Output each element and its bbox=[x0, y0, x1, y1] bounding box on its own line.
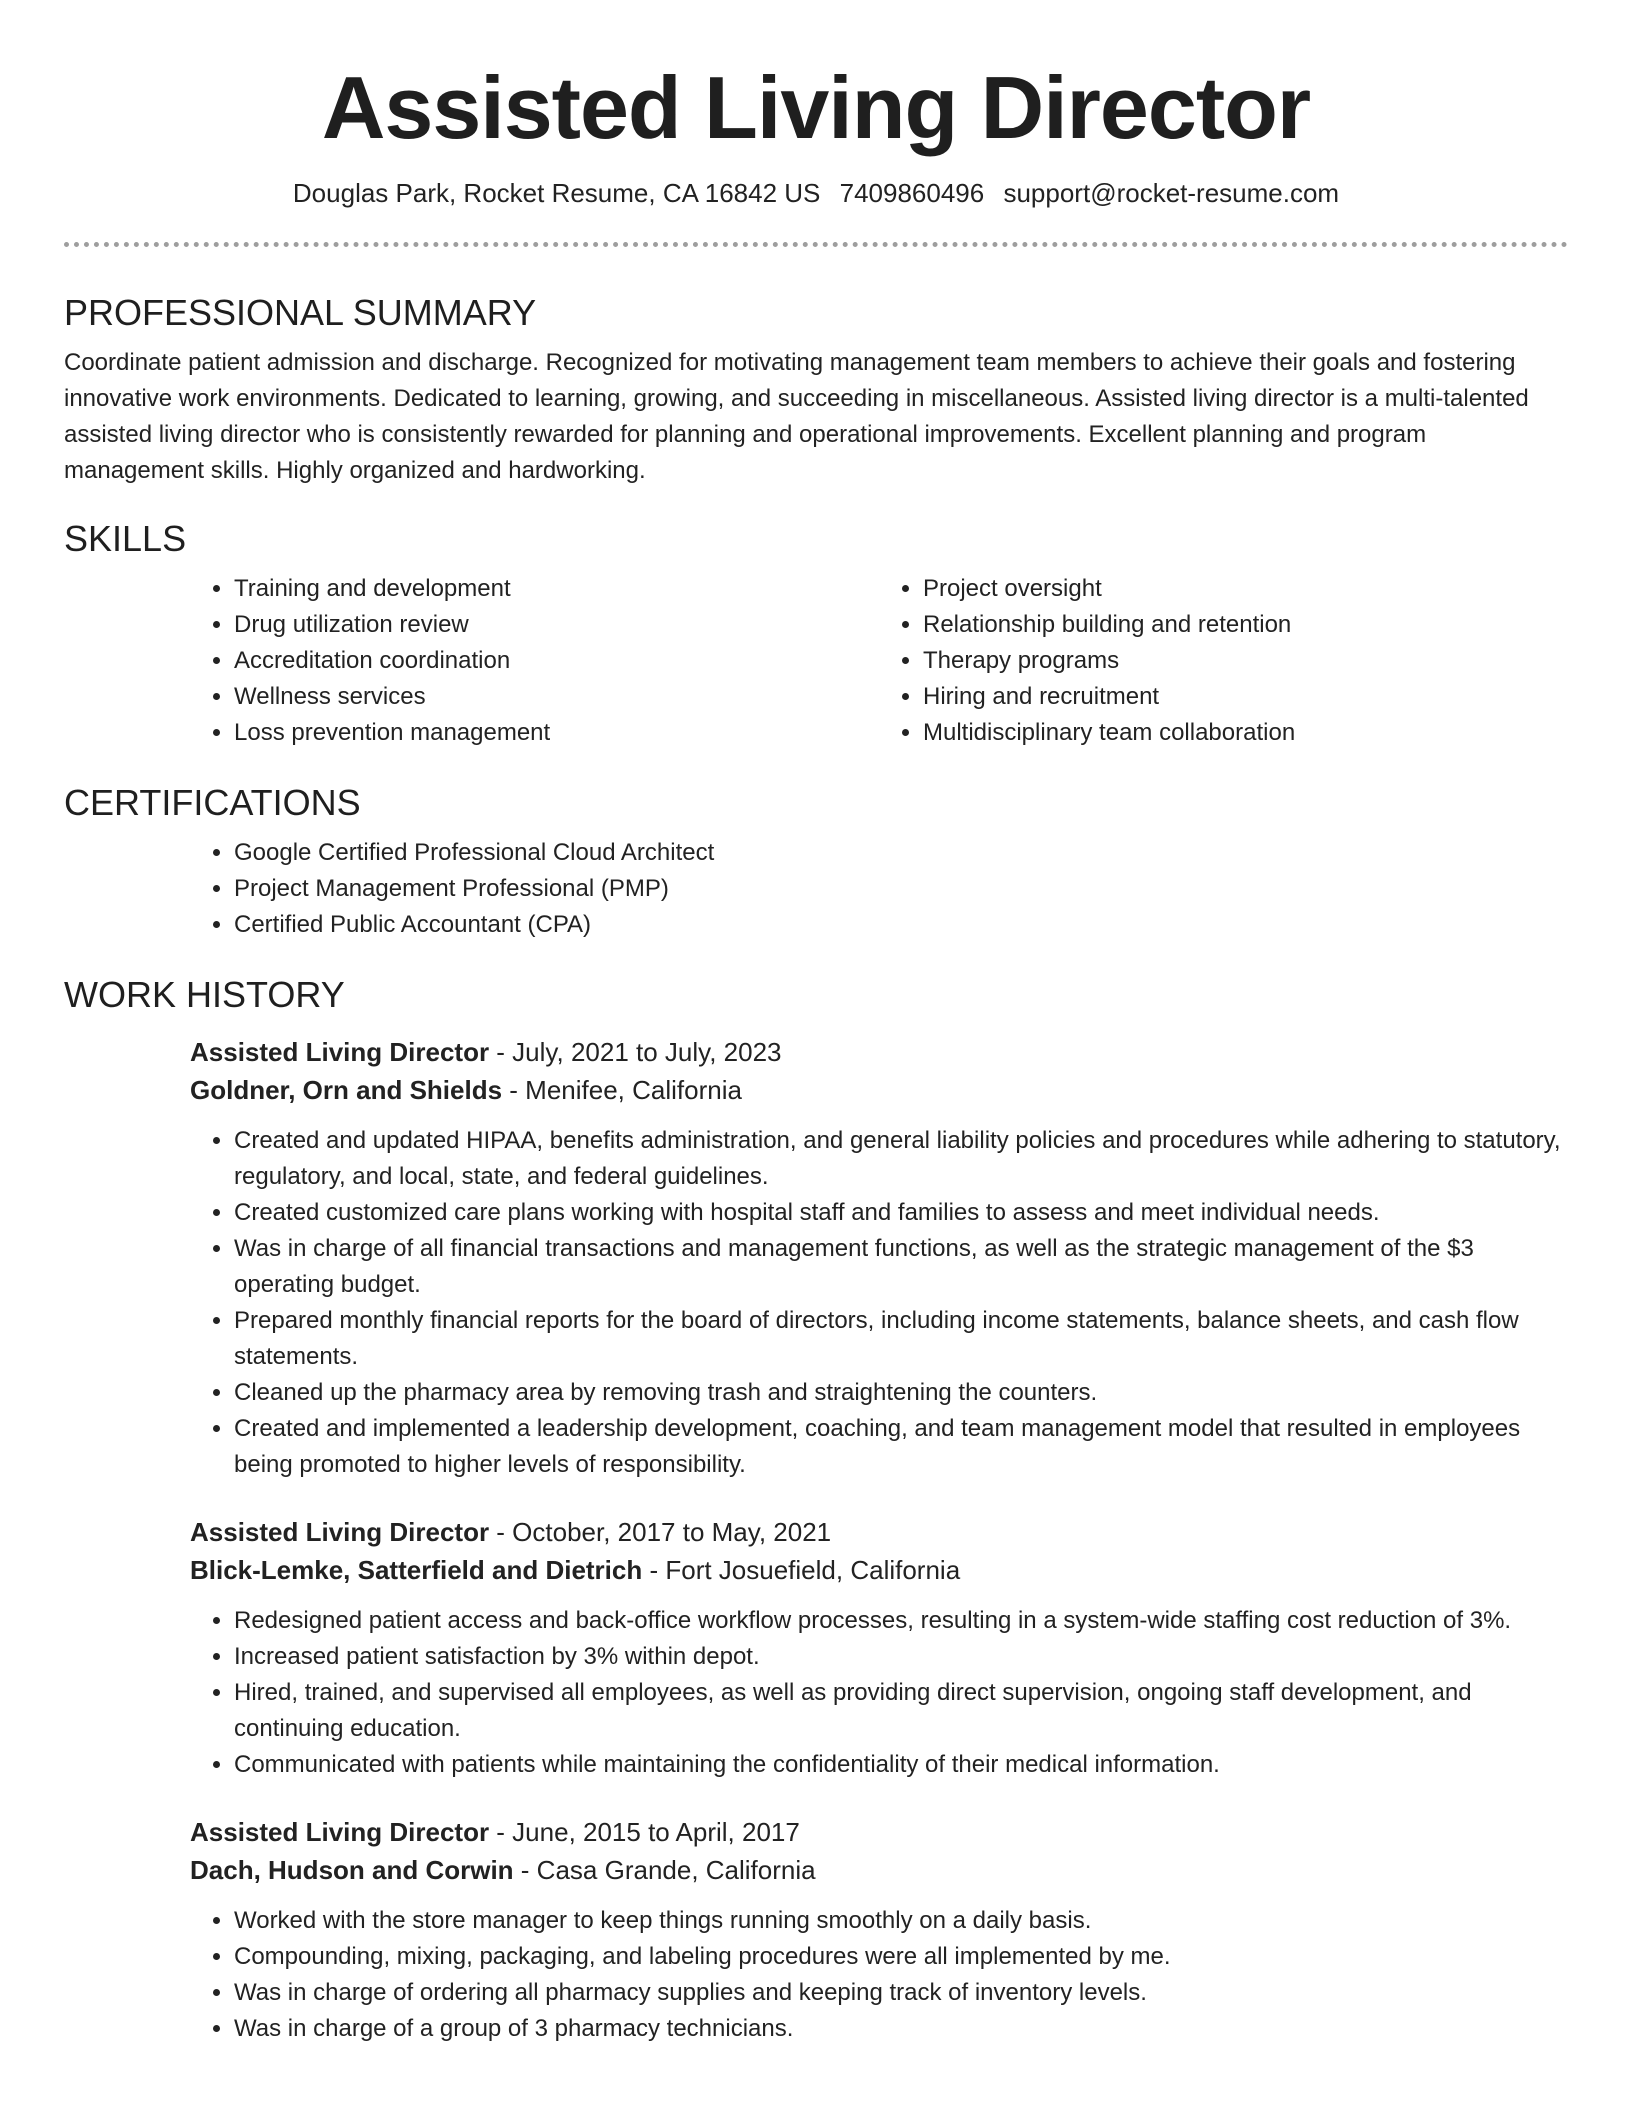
summary-text: Coordinate patient admission and discharge. Recognized for motivating management team members to achieve their goals and fostering innovative work environments. Dedicated to learning, growing, and succeeding in miscellaneous. Assisted living director is a multi-talented assisted living director who is consistently rewarded for planning and operational improvements. Excellent planning and program management skills. Highly organized and hardworking. bbox=[64, 349, 1529, 484]
job-bullet: • Increased patient satisfaction by 3% within depot. bbox=[234, 1639, 1568, 1675]
job-role: Assisted Living Director bbox=[190, 1037, 490, 1067]
skill-item: • Accreditation coordination bbox=[234, 643, 879, 679]
job-bullet: • Cleaned up the pharmacy area by removing trash and straightening the counters. bbox=[234, 1375, 1568, 1411]
work-history-title: WORK HISTORY bbox=[64, 974, 345, 1015]
job-bullet: • Compounding, mixing, packaging, and labeling procedures were all implemented by me. bbox=[234, 1939, 1568, 1975]
job-title-line bbox=[190, 1813, 1568, 1851]
skill-item: • Relationship building and retention bbox=[923, 607, 1568, 643]
job-bullet: • Created customized care plans working with hospital staff and families to assess and meet individual needs. bbox=[234, 1195, 1568, 1231]
job-entry bbox=[190, 1813, 1568, 2047]
job-location: - Casa Grande, California bbox=[513, 1855, 816, 1885]
job-dates: - June, 2015 to April, 2017 bbox=[489, 1817, 800, 1847]
job-bullets bbox=[190, 1603, 1568, 1783]
job-bullet: • Worked with the store manager to keep things running smoothly on a daily basis. bbox=[234, 1903, 1568, 1939]
contact-email: support@rocket-resume.com bbox=[1003, 178, 1340, 208]
skill-item: • Loss prevention management bbox=[234, 715, 879, 751]
job-bullets bbox=[190, 1123, 1568, 1483]
resume-name: Assisted Living Director bbox=[321, 58, 1311, 157]
job-bullet: • Was in charge of all financial transactions and management functions, as well as the strategic management of the $3 operating budget. bbox=[234, 1231, 1568, 1303]
job-bullet: • Created and updated HIPAA, benefits administration, and general liability policies and procedures while adhering to statutory, regulatory, and local, state, and federal guidelines. bbox=[234, 1123, 1568, 1195]
job-role: Assisted Living Director bbox=[190, 1517, 490, 1547]
job-entry bbox=[190, 1033, 1568, 1483]
contact-line bbox=[64, 176, 1568, 210]
skill-item: • Drug utilization review bbox=[234, 607, 879, 643]
job-dates: - October, 2017 to May, 2021 bbox=[489, 1517, 832, 1547]
job-company: Goldner, Orn and Shields bbox=[190, 1075, 503, 1105]
job-bullet: • Was in charge of ordering all pharmacy supplies and keeping track of inventory levels. bbox=[234, 1975, 1568, 2011]
certifications-list bbox=[190, 835, 1568, 943]
job-bullet: • Created and implemented a leadership development, coaching, and team management model that resulted in employees being promoted to higher levels of responsibility. bbox=[234, 1411, 1568, 1483]
job-title-line bbox=[190, 1033, 1568, 1071]
skills-left-column bbox=[190, 571, 879, 751]
certification-item: • Certified Public Accountant (CPA) bbox=[234, 907, 1568, 943]
summary-title: PROFESSIONAL SUMMARY bbox=[64, 292, 537, 333]
job-bullet: • Communicated with patients while maintaining the confidentiality of their medical information. bbox=[234, 1747, 1568, 1783]
skill-item: • Wellness services bbox=[234, 679, 879, 715]
skills-right-column bbox=[879, 571, 1568, 751]
skill-item: • Project oversight bbox=[923, 571, 1568, 607]
job-dates: - July, 2021 to July, 2023 bbox=[489, 1037, 782, 1067]
skill-item: • Hiring and recruitment bbox=[923, 679, 1568, 715]
skill-item: • Multidisciplinary team collaboration bbox=[923, 715, 1568, 751]
job-title-line bbox=[190, 1513, 1568, 1551]
certification-item: • Project Management Professional (PMP) bbox=[234, 871, 1568, 907]
job-bullet: • Hired, trained, and supervised all employees, as well as providing direct supervision, ongoing staff development, and continuing education. bbox=[234, 1675, 1568, 1747]
job-bullet: • Was in charge of a group of 3 pharmacy technicians. bbox=[234, 2011, 1568, 2047]
job-company-line bbox=[190, 1071, 1568, 1109]
job-role: Assisted Living Director bbox=[190, 1817, 490, 1847]
skills-title: SKILLS bbox=[64, 518, 187, 559]
certification-item: • Google Certified Professional Cloud Architect bbox=[234, 835, 1568, 871]
job-entry bbox=[190, 1513, 1568, 1783]
job-company-line bbox=[190, 1851, 1568, 1889]
contact-phone: 7409860496 bbox=[839, 178, 985, 208]
contact-address: Douglas Park, Rocket Resume, CA 16842 US bbox=[292, 178, 821, 208]
job-location: - Menifee, California bbox=[502, 1075, 742, 1105]
certifications-title: CERTIFICATIONS bbox=[64, 782, 361, 823]
job-bullets bbox=[190, 1903, 1568, 2047]
job-bullet: • Prepared monthly financial reports for the board of directors, including income statements, balance sheets, and cash flow statements. bbox=[234, 1303, 1568, 1375]
job-company: Blick-Lemke, Satterfield and Dietrich bbox=[190, 1555, 643, 1585]
job-company-line bbox=[190, 1551, 1568, 1589]
skills-list bbox=[190, 571, 1568, 751]
job-bullet: • Redesigned patient access and back-office workflow processes, resulting in a system-wide staffing cost reduction of 3%. bbox=[234, 1603, 1568, 1639]
skill-item: • Therapy programs bbox=[923, 643, 1568, 679]
header-divider bbox=[64, 242, 1568, 247]
job-company: Dach, Hudson and Corwin bbox=[190, 1855, 514, 1885]
resume-page bbox=[64, 0, 1568, 2047]
job-location: - Fort Josuefield, California bbox=[642, 1555, 961, 1585]
skill-item: • Training and development bbox=[234, 571, 879, 607]
